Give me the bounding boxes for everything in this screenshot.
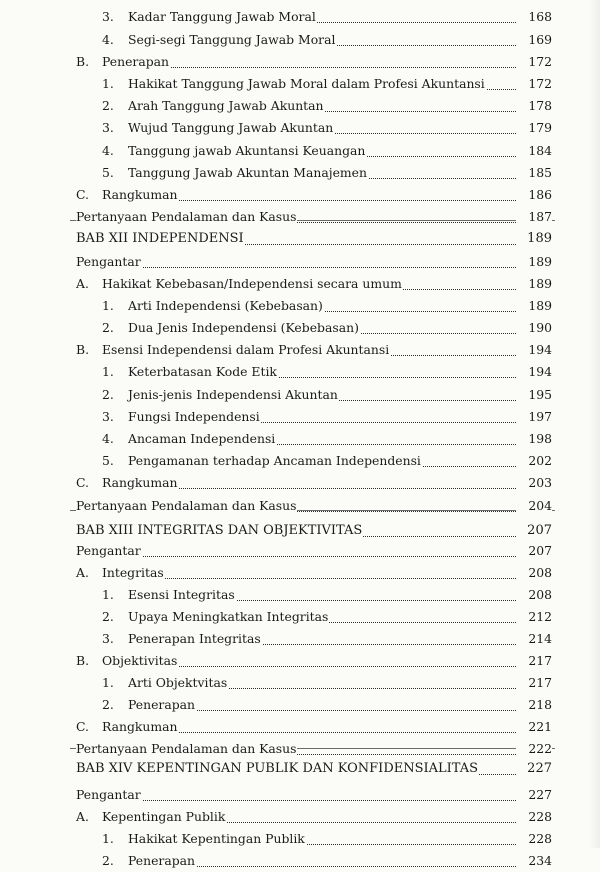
toc-entry[interactable] <box>0 828 600 850</box>
entry-number: 2. <box>102 384 114 406</box>
entry-title: Penerapan <box>102 51 170 73</box>
entry-title: Arti Independensi (Kebebasan) <box>128 295 324 317</box>
page-number: 208 <box>516 584 552 606</box>
page-number: 228 <box>516 806 552 828</box>
page-number: 227 <box>516 758 552 780</box>
entry-title: BAB XIV KEPENTINGAN PUBLIK DAN KONFIDENSIALITAS <box>76 758 479 780</box>
page-number: 217 <box>516 672 552 694</box>
toc-entry[interactable] <box>0 140 600 162</box>
toc-entry[interactable] <box>0 251 600 273</box>
page-number: 172 <box>516 73 552 95</box>
entry-title: Hakikat Tanggung Jawab Moral dalam Profesi Akuntansi <box>128 73 486 95</box>
page-number: 194 <box>516 361 552 383</box>
entry-number: C. <box>76 716 89 738</box>
entry-title: Pengantar <box>76 251 142 273</box>
page-number: 189 <box>516 295 552 317</box>
page-number: 207 <box>516 540 552 562</box>
page-number: 212 <box>516 606 552 628</box>
entry-title: Hakikat Kepentingan Publik <box>128 828 306 850</box>
toc-entry[interactable] <box>0 51 600 73</box>
entry-title: Pengamanan terhadap Ancaman Independensi <box>128 450 422 472</box>
page-number: 227 <box>516 784 552 806</box>
toc-entry[interactable] <box>0 273 600 295</box>
chapter-entry[interactable] <box>0 520 600 542</box>
page-number: 187 <box>516 206 552 228</box>
toc-entry[interactable] <box>0 406 600 428</box>
page-number: 228 <box>516 828 552 850</box>
page-number: 207 <box>516 520 552 542</box>
entry-number: 3. <box>102 117 114 139</box>
page-number: 204 <box>516 495 552 517</box>
entry-number: B. <box>76 650 89 672</box>
toc-entry[interactable] <box>0 584 600 606</box>
page-number: 218 <box>516 694 552 716</box>
toc-entry[interactable] <box>0 672 600 694</box>
entry-number: 3. <box>102 628 114 650</box>
entry-title: Rangkuman <box>102 184 179 206</box>
page-number: 169 <box>516 29 552 51</box>
entry-title: Rangkuman <box>102 472 179 494</box>
entry-title: Kadar Tanggung Jawab Moral <box>128 6 317 28</box>
page-number: 172 <box>516 51 552 73</box>
page-number: 179 <box>516 117 552 139</box>
toc-entry[interactable] <box>0 117 600 139</box>
entry-number: 1. <box>102 672 114 694</box>
page-number: 189 <box>516 228 552 250</box>
dot-leader <box>76 800 518 801</box>
entry-number: 3. <box>102 6 114 28</box>
entry-title: Pertanyaan Pendalaman dan Kasus <box>76 495 297 517</box>
entry-number: 1. <box>102 828 114 850</box>
page-number: 185 <box>516 162 552 184</box>
toc-entry[interactable] <box>0 716 600 738</box>
toc-entry[interactable] <box>0 73 600 95</box>
page-number: 203 <box>516 472 552 494</box>
entry-number: 2. <box>102 850 114 872</box>
page-edge-shadow <box>588 0 600 848</box>
page-number: 217 <box>516 650 552 672</box>
entry-number: 4. <box>102 29 114 51</box>
entry-title: Penerapan <box>128 850 196 872</box>
entry-number: 1. <box>102 361 114 383</box>
page-number: 198 <box>516 428 552 450</box>
toc-entry[interactable] <box>0 184 600 206</box>
entry-title: Segi-segi Tanggung Jawab Moral <box>128 29 336 51</box>
entry-number: 2. <box>102 694 114 716</box>
entry-number: 3. <box>102 406 114 428</box>
toc-entry[interactable] <box>0 206 600 228</box>
entry-title: Pengantar <box>76 784 142 806</box>
entry-number: 4. <box>102 140 114 162</box>
page-number: 195 <box>516 384 552 406</box>
dot-leader <box>76 267 518 268</box>
toc-entry[interactable] <box>0 540 600 562</box>
page-number: 194 <box>516 339 552 361</box>
toc-entry[interactable] <box>0 606 600 628</box>
entry-number: 2. <box>102 606 114 628</box>
toc-entry[interactable] <box>0 428 600 450</box>
entry-title: Penerapan <box>128 694 196 716</box>
entry-title: Dua Jenis Independensi (Kebebasan) <box>128 317 360 339</box>
entry-number: 5. <box>102 162 114 184</box>
entry-title: BAB XIII INTEGRITAS DAN OBJEKTIVITAS <box>76 520 363 542</box>
page-number: 190 <box>516 317 552 339</box>
toc-entry[interactable] <box>0 784 600 806</box>
page-number: 184 <box>516 140 552 162</box>
entry-number: A. <box>76 273 89 295</box>
page-number: 221 <box>516 716 552 738</box>
page-number: 208 <box>516 562 552 584</box>
entry-title: Penerapan Integritas <box>128 628 262 650</box>
entry-title: Jenis-jenis Independensi Akuntan <box>128 384 339 406</box>
entry-title: Pertanyaan Pendalaman dan Kasus <box>76 206 297 228</box>
toc-entry[interactable] <box>0 694 600 716</box>
toc-entry[interactable] <box>0 162 600 184</box>
entry-title: Pertanyaan Pendalaman dan Kasus <box>76 738 297 760</box>
entry-title: Upaya Meningkatkan Integritas <box>128 606 329 628</box>
page-number: 168 <box>516 6 552 28</box>
entry-number: C. <box>76 472 89 494</box>
chapter-entry[interactable] <box>0 228 600 250</box>
entry-title: Wujud Tanggung Jawab Akuntan <box>128 117 334 139</box>
entry-number: 1. <box>102 295 114 317</box>
entry-number: 1. <box>102 584 114 606</box>
toc-entry[interactable] <box>0 850 600 872</box>
entry-number: 5. <box>102 450 114 472</box>
toc-entry[interactable] <box>0 650 600 672</box>
dot-leader <box>76 556 518 557</box>
entry-number: C. <box>76 184 89 206</box>
entry-title: Fungsi Independensi <box>128 406 261 428</box>
entry-title: Objektivitas <box>102 650 178 672</box>
toc-entry[interactable] <box>0 806 600 828</box>
entry-title: Arti Objektvitas <box>128 672 228 694</box>
toc-entry[interactable] <box>0 95 600 117</box>
toc-entry[interactable] <box>0 384 600 406</box>
toc-entry[interactable] <box>0 738 600 760</box>
toc-entry[interactable] <box>0 628 600 650</box>
entry-title: Integritas <box>102 562 165 584</box>
entry-number: 1. <box>102 73 114 95</box>
page-number: 222 <box>516 738 552 760</box>
page-number: 186 <box>516 184 552 206</box>
toc-entry[interactable] <box>0 6 600 28</box>
entry-title: Tanggung Jawab Akuntan Manajemen <box>128 162 368 184</box>
entry-title: Ancaman Independensi <box>128 428 276 450</box>
page-number: 189 <box>516 251 552 273</box>
entry-title: BAB XII INDEPENDENSI <box>76 228 245 250</box>
toc-entry[interactable] <box>0 495 600 517</box>
entry-title: Tanggung jawab Akuntansi Keuangan <box>128 140 366 162</box>
toc-entry[interactable] <box>0 361 600 383</box>
entry-number: A. <box>76 806 89 828</box>
entry-number: 4. <box>102 428 114 450</box>
page-number: 202 <box>516 450 552 472</box>
entry-title: Esensi Independensi dalam Profesi Akuntansi <box>102 339 390 361</box>
entry-number: B. <box>76 339 89 361</box>
toc-entry[interactable] <box>0 29 600 51</box>
toc-entry[interactable] <box>0 317 600 339</box>
entry-title: Arah Tanggung Jawab Akuntan <box>128 95 325 117</box>
page-number: 189 <box>516 273 552 295</box>
entry-number: 2. <box>102 317 114 339</box>
toc-entry[interactable] <box>0 562 600 584</box>
toc-entry[interactable] <box>0 472 600 494</box>
page-number: 214 <box>516 628 552 650</box>
entry-title: Keterbatasan Kode Etik <box>128 361 278 383</box>
entry-title: Pengantar <box>76 540 142 562</box>
page-number: 234 <box>516 850 552 872</box>
entry-title: Kepentingan Publik <box>102 806 226 828</box>
toc-entry[interactable] <box>0 339 600 361</box>
entry-number: 2. <box>102 95 114 117</box>
toc-entry[interactable] <box>0 295 600 317</box>
entry-title: Rangkuman <box>102 716 179 738</box>
toc-entry[interactable] <box>0 450 600 472</box>
entry-number: B. <box>76 51 89 73</box>
chapter-entry[interactable] <box>0 758 600 780</box>
page-number: 197 <box>516 406 552 428</box>
entry-number: A. <box>76 562 89 584</box>
entry-title: Esensi Integritas <box>128 584 236 606</box>
entry-title: Hakikat Kebebasan/Independensi secara umum <box>102 273 403 295</box>
page-number: 178 <box>516 95 552 117</box>
